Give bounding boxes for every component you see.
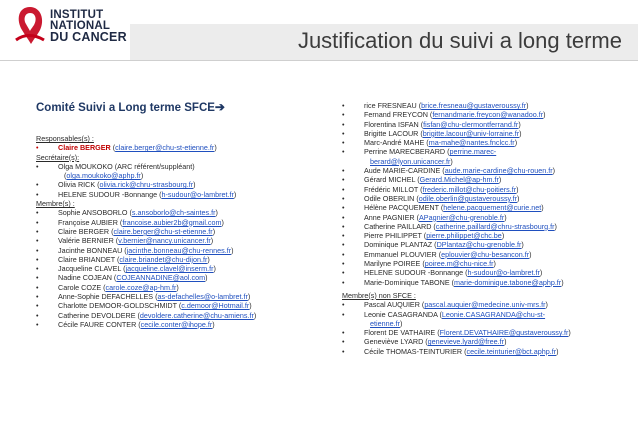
member-name: Françoise AUBIER: [58, 217, 118, 227]
member-name: Sophie ANSOBORLO: [58, 208, 128, 218]
responsables-header: Responsables(s) :: [36, 134, 94, 143]
email-link[interactable]: brice.fresneau@gustaveroussy.fr: [421, 101, 527, 110]
email-link[interactable]: s.ansoborlo@ch-saintes.fr: [131, 208, 216, 218]
email-link[interactable]: odile.oberlin@gustaveroussy.fr: [418, 193, 517, 203]
email-link[interactable]: claire.berger@chu-st-etienne.fr: [115, 143, 215, 153]
member-name: Catherine DEVOLDERE: [58, 310, 136, 320]
member-name: Claire BERGER: [58, 226, 110, 236]
member-name: Anne-Sophie DEFACHELLES: [58, 292, 154, 302]
member-name: Odile OBERLIN: [364, 193, 415, 203]
non-sfce-header: Membre(s) non SFCE :: [342, 290, 416, 300]
member-name: Claire BRIANDET: [58, 254, 115, 264]
member-name: Claire BERGER: [58, 143, 111, 153]
list-item: • rice FRESNEAU (brice.fresneau@gustaveroussy.fr): [342, 101, 634, 110]
email-link[interactable]: v.bernier@nancy.unicancer.fr: [118, 236, 211, 246]
membres-header: Membre(s) :: [36, 199, 75, 209]
email-link[interactable]: eplouvier@chu-besancon.fr: [441, 249, 530, 259]
membres-list: [36, 208, 326, 329]
email-link[interactable]: perrine.marec-: [449, 147, 497, 157]
email-link[interactable]: Florent.DEVATHAIRE@gustaveroussy.fr: [439, 328, 569, 338]
email-link[interactable]: devoldere.catherine@chu-amiens.fr: [139, 310, 254, 320]
member-name: Catherine PAILLARD: [364, 221, 432, 231]
member-name: Fernand FREYCON: [364, 110, 428, 120]
committee-title: [36, 100, 326, 114]
member-name: Cécile FAURE CONTER: [58, 319, 137, 329]
email-link[interactable]: claire.berger@chu-st-etienne.fr: [113, 226, 213, 236]
list-item: • Olga MOUKOKO (ARC référent/suppléant) (olga.moukoko@aphp.fr): [36, 162, 326, 181]
member-name: Carole COZE: [58, 282, 102, 292]
email-link[interactable]: pierre.philippet@chc.be: [426, 231, 502, 241]
list-item: • Claire BERGER (claire.berger@chu-st-etienne.fr): [36, 227, 326, 236]
list-item: • HELENE SUDOUR -Bonnange (h-sudour@o-lambret.fr): [36, 190, 326, 199]
email-link[interactable]: olga.moukoko@aphp.fr: [66, 171, 141, 181]
member-name: Jacqueline CLAVEL: [58, 264, 122, 274]
list-item: • Marc-André MAHE (ma-mahe@nantes.fnclcc.fr): [342, 138, 634, 147]
email-link[interactable]: Gerard.Michel@ap-hm.fr: [419, 175, 499, 185]
member-name: Aude MARIE-CARDINE: [364, 166, 441, 176]
institut-national-du-cancer-logo: [10, 4, 128, 50]
email-link[interactable]: jacqueline.clavel@inserm.fr: [125, 264, 214, 274]
non-sfce-list: [342, 300, 634, 356]
list-item: • Leonie CASAGRANDA (Leonie.CASAGRANDA@chu-st- etienne.fr): [342, 310, 634, 329]
member-name: Marc-André MAHE: [364, 138, 425, 148]
member-name: Gérard MICHEL: [364, 175, 416, 185]
email-link[interactable]: poiree.m@chu-nice.fr: [424, 259, 494, 269]
email-link[interactable]: etienne.fr: [370, 318, 400, 328]
list-item: • Geneviève LYARD (genevieve.lyard@free.fr): [342, 337, 634, 346]
list-item: • Florentina ISFAN (fisfan@chu-clermontferrand.fr): [342, 120, 634, 129]
list-item: • Emmanuel PLOUVIER (eplouvier@chu-besancon.fr): [342, 250, 634, 259]
list-item: • Charlotte DEMOOR-GOLDSCHMIDT (c.demoor@Hotmail.fr): [36, 301, 326, 310]
member-name: Leonie CASAGRANDA: [364, 309, 438, 319]
email-link[interactable]: as-defachelles@o-lambret.fr: [157, 292, 248, 302]
email-link[interactable]: fernandmarie.freycon@wanadoo.fr: [432, 110, 544, 120]
email-link[interactable]: marie-dominique.tabone@aphp.fr: [454, 277, 562, 287]
email-continuation: etienne.fr): [370, 318, 403, 328]
member-name: Pierre PHILIPPET: [364, 231, 422, 241]
list-item: • Perrine MARECBERARD (perrine.marec- berard@lyon.unicancer.fr): [342, 147, 634, 166]
title-bar: [130, 24, 638, 60]
list-item: • Claire BRIANDET (claire.briandet@chu-dijon.fr): [36, 255, 326, 264]
logo-line-2: NATIONAL: [50, 20, 111, 32]
list-item: • Hélène PACQUEMENT (helene.pacquement@curie.net): [342, 203, 634, 212]
email-link[interactable]: claire.briandet@chu-dijon.fr: [119, 254, 208, 264]
email-link[interactable]: catherine.paillard@chru-strasbourg.fr: [435, 221, 555, 231]
list-item: • Claire BERGER (claire.berger@chu-st-etienne.fr): [36, 143, 326, 152]
member-name: Dominique PLANTAZ: [364, 240, 433, 250]
list-item: • Jacqueline CLAVEL (jacqueline.clavel@inserm.fr): [36, 264, 326, 273]
email-link[interactable]: DPlantaz@chu-grenoble.fr: [436, 240, 522, 250]
email-link[interactable]: h-sudour@o-lambret.fr: [467, 268, 540, 278]
email-link[interactable]: APagnier@chu-grenoble.fr: [419, 212, 505, 222]
email-continuation: berard@lyon.unicancer.fr): [370, 156, 453, 166]
member-name: Valérie BERNIER: [58, 236, 114, 246]
member-name: Charlotte DEMOOR-GOLDSCHMIDT: [58, 301, 177, 311]
list-item: • Odile OBERLIN (odile.oberlin@gustaveroussy.fr): [342, 194, 634, 203]
email-link[interactable]: brigitte.lacour@univ-lorraine.fr: [422, 128, 520, 138]
member-name: Pascal AUQUIER: [364, 300, 420, 310]
list-item: • Jacinthe BONNEAU (jacinthe.bonneau@chu-rennes.fr): [36, 246, 326, 255]
member-name: Perrine MARECBERARD: [364, 147, 446, 157]
member-name: Anne PAGNIER: [364, 212, 415, 222]
logo-line-1: INSTITUT: [50, 9, 104, 21]
member-name: Florentina ISFAN: [364, 119, 419, 129]
list-item: • Catherine PAILLARD (catherine.paillard@chru-strasbourg.fr): [342, 222, 634, 231]
list-item: • Florent DE VATHAIRE (Florent.DEVATHAIRE@gustaveroussy.fr): [342, 328, 634, 337]
list-item: • Nadine COJEAN (COJEANNADINE@aol.com): [36, 273, 326, 282]
email-link[interactable]: c.demoor@Hotmail.fr: [181, 301, 250, 311]
member-name: Brigitte LACOUR: [364, 128, 419, 138]
member-name: Olivia RICK: [58, 180, 96, 190]
email-link[interactable]: Leonie.CASAGRANDA@chu-st-: [441, 309, 546, 319]
member-name: Nadine COJEAN: [58, 273, 112, 283]
list-item: • Cécile THOMAS-TEINTURIER (cecile.teinturier@bct.aphp.fr): [342, 347, 634, 356]
member-name: Hélène PACQUEMENT: [364, 203, 439, 213]
email-link[interactable]: cecile.teinturier@bct.aphp.fr: [466, 346, 557, 356]
list-item: • Marilyne POIREE (poiree.m@chu-nice.fr): [342, 259, 634, 268]
email-link[interactable]: COJEANNADINE@aol.com: [116, 273, 206, 283]
logo-line-3: DU CANCER: [50, 30, 127, 44]
email-link[interactable]: jacinthe.bonneau@chu-rennes.fr: [126, 245, 232, 255]
member-name: Jacinthe BONNEAU: [58, 245, 123, 255]
list-item: • Carole COZE (carole.coze@ap-hm.fr): [36, 283, 326, 292]
list-item: • Catherine DEVOLDERE (devoldere.catherine@chu-amiens.fr): [36, 311, 326, 320]
page-title: Justification du suivi a long terme: [297, 28, 622, 53]
list-item: • Marie-Dominique TABONE (marie-dominique.tabone@aphp.fr): [342, 278, 634, 287]
committee-title-text: Comité Suivi a Long terme SFCE: [36, 102, 215, 114]
email-link[interactable]: olivia.rick@chru-strasbourg.fr: [99, 180, 194, 190]
member-name: rice FRESNEAU: [364, 101, 417, 110]
email-link[interactable]: fisfan@chu-clermontferrand.fr: [423, 119, 519, 129]
email-link[interactable]: h-sudour@o-lambret.fr: [161, 189, 234, 199]
member-name: Emmanuel PLOUVIER: [364, 249, 437, 259]
list-item: • Olivia RICK (olivia.rick@chru-strasbourg.fr): [36, 180, 326, 189]
ribbon-logo-icon: [10, 4, 50, 48]
right-column: [342, 101, 634, 356]
responsables-list: [36, 143, 326, 152]
email-link[interactable]: pascal.auquier@medecine.univ-mrs.fr: [424, 300, 546, 310]
member-name: Geneviève LYARD: [364, 337, 424, 347]
member-name: Florent DE VATHAIRE: [364, 328, 436, 338]
arrow-right-icon: ➔: [214, 100, 225, 114]
list-item: • Pascal AUQUIER (pascal.auquier@medecine.univ-mrs.fr): [342, 300, 634, 309]
title-divider: [0, 60, 638, 61]
member-name: Marie-Dominique TABONE: [364, 277, 450, 287]
email-link[interactable]: frederic.millot@chu-poitiers.fr: [422, 184, 517, 194]
list-item: • Frédéric MILLOT (frederic.millot@chu-poitiers.fr): [342, 185, 634, 194]
list-item: • Sophie ANSOBORLO (s.ansoborlo@ch-saintes.fr): [36, 208, 326, 217]
list-item: • HELENE SUDOUR -Bonnange (h-sudour@o-lambret.fr): [342, 268, 634, 277]
member-name: Frédéric MILLOT: [364, 184, 419, 194]
list-item: • Cécile FAURE CONTER (cecile.conter@ihope.fr): [36, 320, 326, 329]
list-item: • Valérie BERNIER (v.bernier@nancy.unicancer.fr): [36, 236, 326, 245]
list-item: • Anne PAGNIER (APagnier@chu-grenoble.fr): [342, 213, 634, 222]
member-name: Olga MOUKOKO (ARC référent/suppléant): [58, 161, 195, 171]
member-name: Cécile THOMAS-TEINTURIER: [364, 346, 463, 356]
member-name: HELENE SUDOUR -Bonnange: [58, 189, 158, 199]
list-item: • Françoise AUBIER (francoise.aubier2b@gmail.com): [36, 218, 326, 227]
list-item: • Fernand FREYCON (fernandmarie.freycon@wanadoo.fr): [342, 110, 634, 119]
list-item: • Anne-Sophie DEFACHELLES (as-defachelles@o-lambret.fr): [36, 292, 326, 301]
list-item: • Brigitte LACOUR (brigitte.lacour@univ-lorraine.fr): [342, 129, 634, 138]
email-link[interactable]: aude.marie-cardine@chu-rouen.fr: [444, 166, 553, 176]
member-name: Marilyne POIREE: [364, 259, 421, 269]
membres-list-continued: [342, 101, 634, 287]
list-item: • Pierre PHILIPPET (pierre.philippet@chc.be): [342, 231, 634, 240]
email-link[interactable]: cecile.conter@ihope.fr: [140, 319, 213, 329]
secretaires-header: Secrétaire(s):: [36, 152, 80, 162]
list-item: • Dominique PLANTAZ (DPlantaz@chu-grenoble.fr): [342, 240, 634, 249]
list-item: • Gérard MICHEL (Gerard.Michel@ap-hm.fr): [342, 175, 634, 184]
email-link[interactable]: francoise.aubier2b@gmail.com: [122, 217, 222, 227]
left-column: [36, 100, 326, 329]
email-link[interactable]: berard@lyon.unicancer.fr: [370, 156, 451, 166]
email-link[interactable]: carole.coze@ap-hm.fr: [105, 282, 177, 292]
email-link[interactable]: genevieve.lyard@free.fr: [427, 337, 505, 347]
member-name: HELENE SUDOUR -Bonnange: [364, 268, 464, 278]
email-link[interactable]: ma-mahe@nantes.fnclcc.fr: [428, 138, 515, 148]
secretaires-list: [36, 162, 326, 199]
list-item: • Aude MARIE-CARDINE (aude.marie-cardine@chu-rouen.fr): [342, 166, 634, 175]
email-link[interactable]: helene.pacquement@curie.net: [443, 203, 542, 213]
